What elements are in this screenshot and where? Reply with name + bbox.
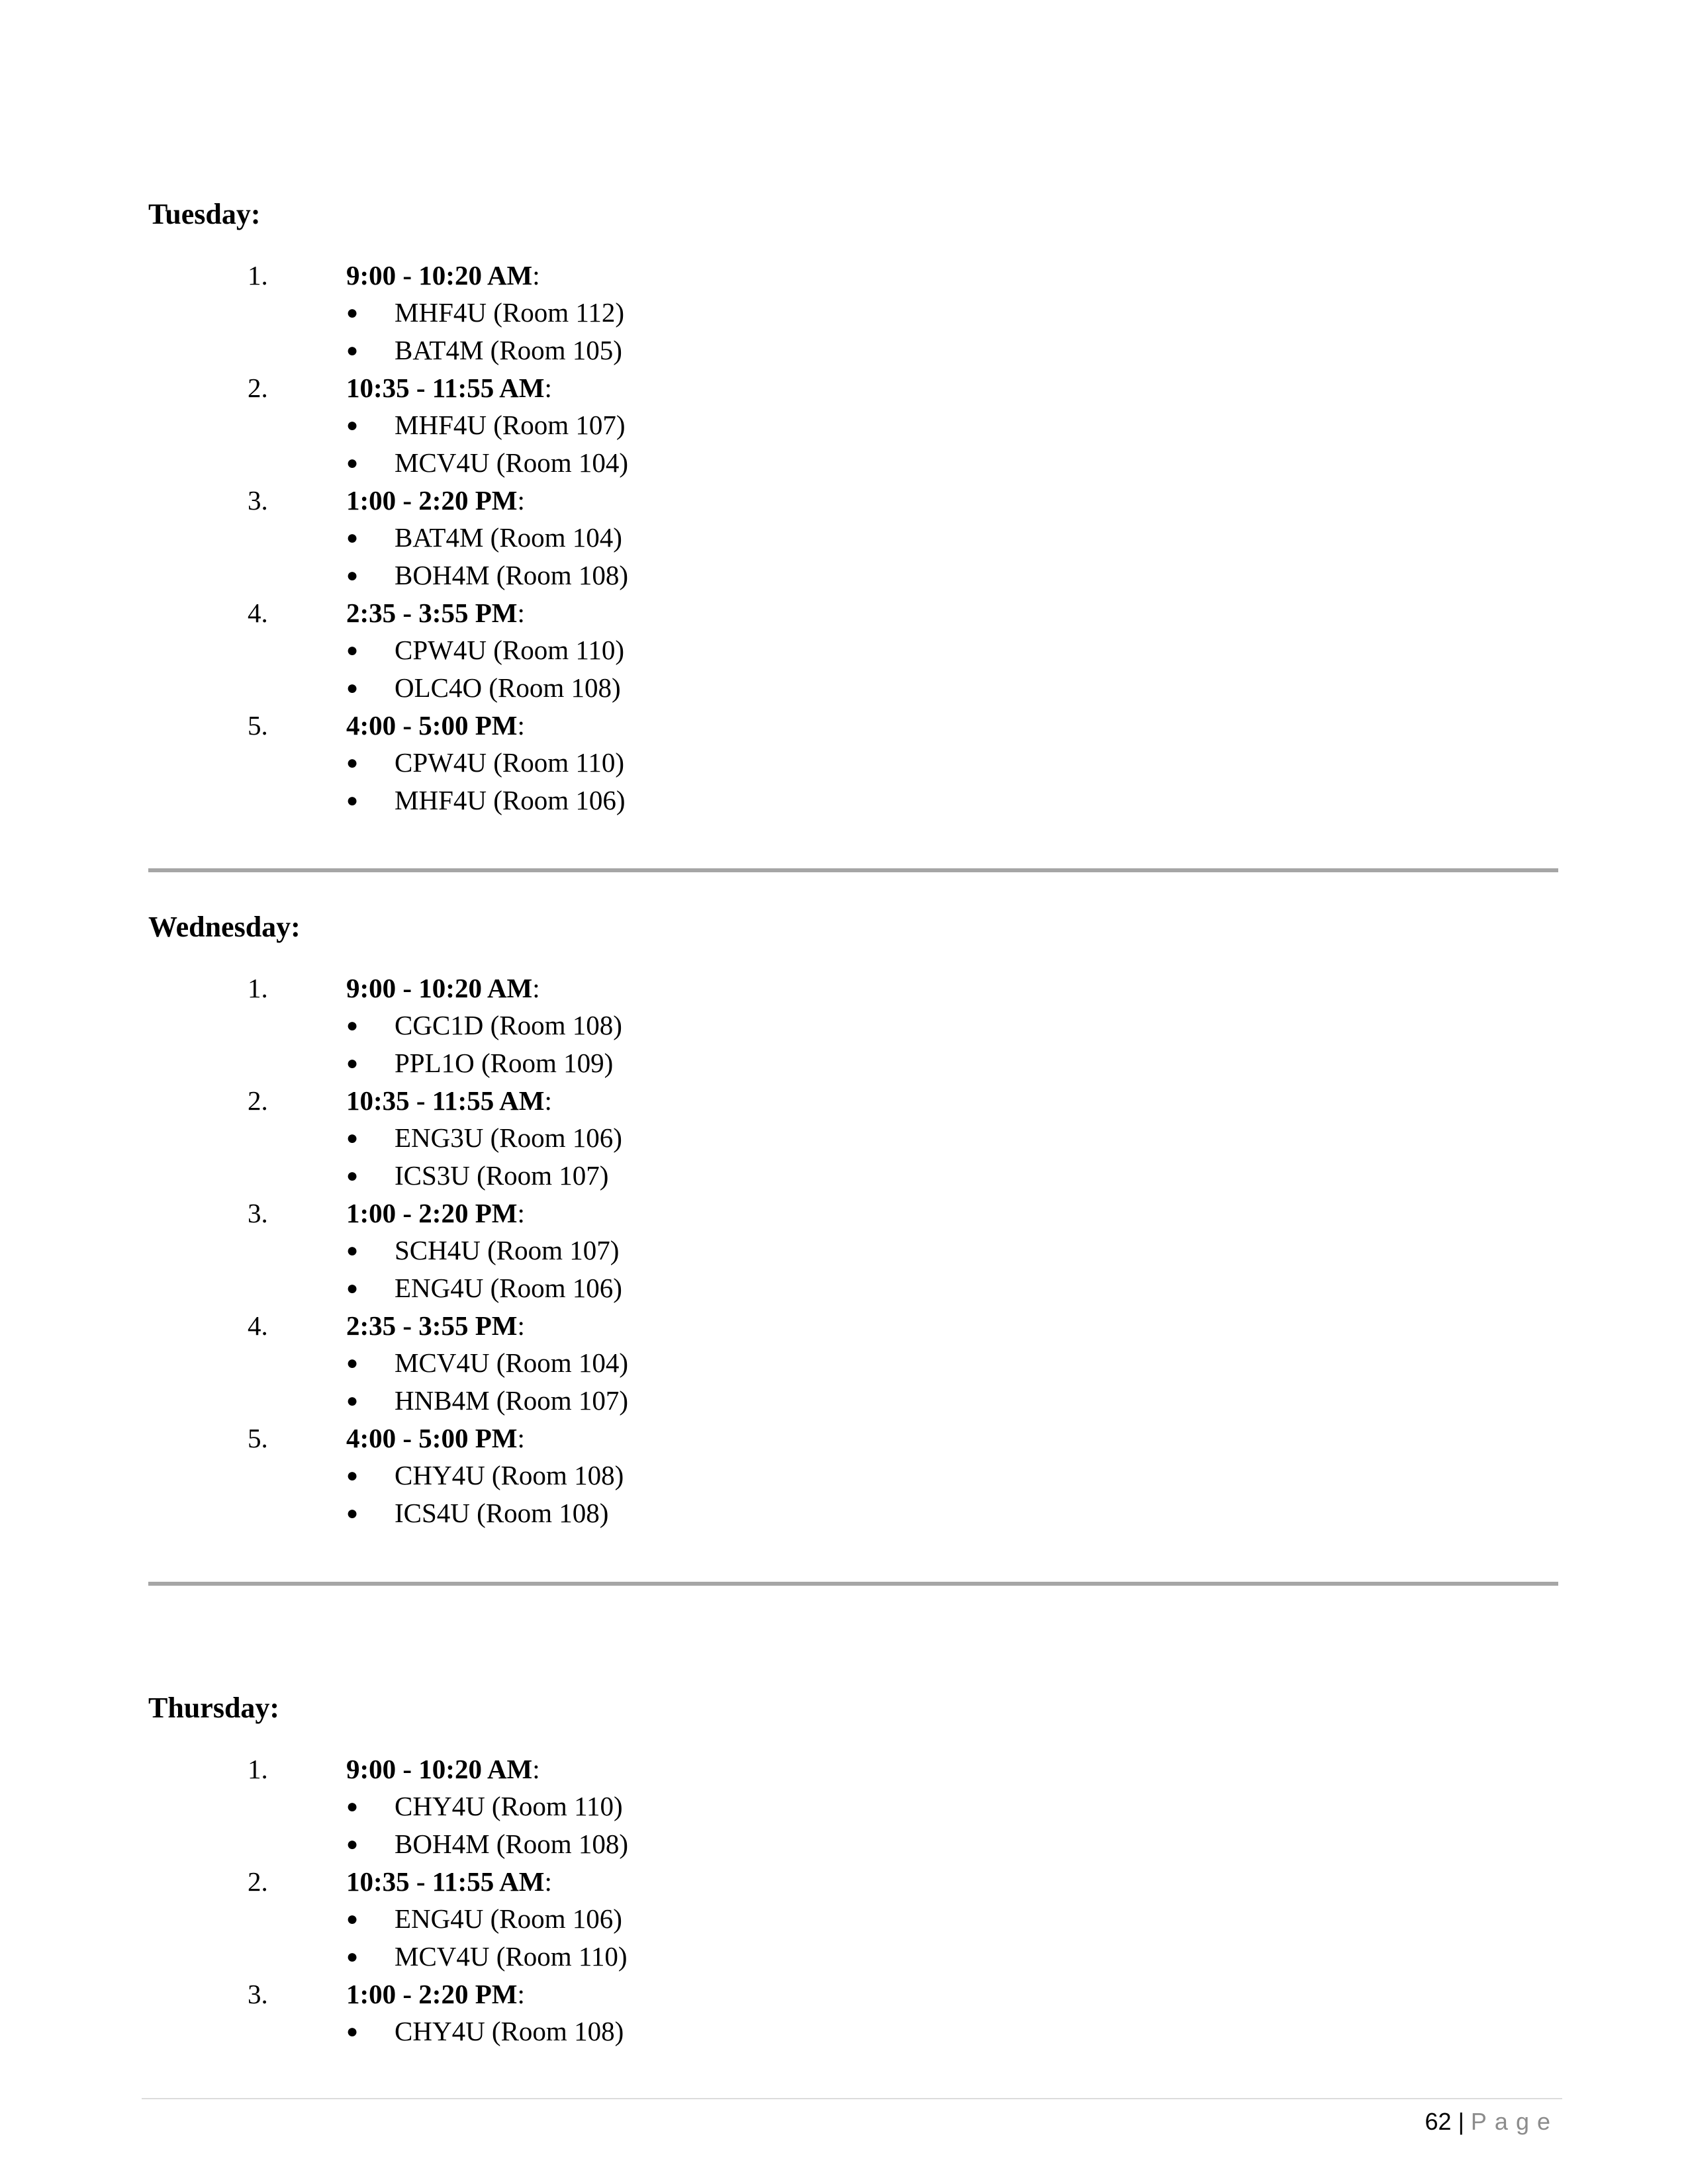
course-item (148, 1232, 1558, 1269)
course-label: OLC4O (Room 108) (395, 672, 621, 703)
course-list (148, 1344, 1558, 1420)
course-label: MCV4U (Room 104) (395, 1347, 629, 1378)
time-slot-header (148, 1420, 1558, 1457)
course-label: BOH4M (Room 108) (395, 560, 629, 590)
day-section-tuesday (148, 196, 1558, 819)
bullet-icon: ● (346, 1908, 359, 1930)
day-section-thursday (148, 1690, 1558, 2050)
bullet-icon: ● (346, 1127, 359, 1149)
section-divider (148, 868, 1558, 872)
bullet-icon: ● (346, 1052, 359, 1074)
page-footer (1425, 2102, 1558, 2142)
time-slot-header (148, 707, 1558, 744)
time-slot-header (148, 970, 1558, 1007)
bullet-icon: ● (346, 1833, 359, 1855)
time-slot (148, 970, 1558, 1082)
course-item (148, 519, 1558, 557)
slot-time-label (346, 1307, 525, 1344)
course-item (148, 1938, 1558, 1976)
slot-number: 3. (248, 485, 268, 516)
slot-time: 2:35 - 3:55 PM (346, 1310, 518, 1341)
course-item (148, 1044, 1558, 1082)
slot-number: 1. (248, 260, 268, 291)
course-label: ICS4U (Room 108) (395, 1498, 609, 1528)
bullet-icon: ● (346, 1277, 359, 1299)
slot-time-label (346, 1863, 552, 1900)
slot-number: 3. (248, 1979, 268, 2009)
time-slot-header (148, 1976, 1558, 2013)
time-slot-header (148, 1195, 1558, 1232)
time-slot-header (148, 369, 1558, 406)
course-item (148, 669, 1558, 707)
slot-time-colon: : (517, 598, 525, 628)
course-label: MCV4U (Room 104) (395, 447, 629, 478)
course-list (148, 1900, 1558, 1976)
slot-number: 2. (248, 1866, 268, 1897)
course-item (148, 744, 1558, 782)
course-item (148, 631, 1558, 669)
bullet-icon: ● (346, 414, 359, 436)
course-item (148, 1119, 1558, 1157)
bullet-icon: ● (346, 1502, 359, 1524)
course-item (148, 332, 1558, 369)
course-list (148, 631, 1558, 707)
slot-time: 10:35 - 11:55 AM (346, 1866, 545, 1897)
bullet-icon: ● (346, 1352, 359, 1374)
bullet-icon: ● (346, 1465, 359, 1486)
slot-time-label (346, 1420, 525, 1457)
slot-number: 2. (248, 1085, 268, 1116)
page-label: Page (1470, 2108, 1558, 2135)
time-slot (148, 1863, 1558, 1976)
slot-time-label (346, 594, 525, 631)
section-divider (148, 1582, 1558, 1586)
time-slot (148, 1420, 1558, 1532)
course-label: ENG3U (Room 106) (395, 1122, 622, 1153)
time-slot (148, 594, 1558, 707)
slot-time: 9:00 - 10:20 AM (346, 260, 533, 291)
bullet-icon: ● (346, 639, 359, 661)
course-item (148, 1825, 1558, 1863)
time-slot-list (148, 257, 1558, 819)
slot-time-colon: : (544, 1085, 552, 1116)
time-slot-header (148, 594, 1558, 631)
bullet-icon: ● (346, 1165, 359, 1187)
course-label: CHY4U (Room 108) (395, 1460, 624, 1490)
bullet-icon: ● (346, 527, 359, 549)
slot-time-label (346, 1082, 552, 1119)
course-list (148, 1119, 1558, 1195)
slot-number: 3. (248, 1198, 268, 1228)
course-item (148, 1157, 1558, 1195)
slot-time-label (346, 707, 525, 744)
slot-time-label (346, 1751, 540, 1788)
slot-number: 5. (248, 1423, 268, 1453)
time-slot-header (148, 1863, 1558, 1900)
time-slot-header (148, 257, 1558, 294)
slot-number: 1. (248, 973, 268, 1003)
course-label: BOH4M (Room 108) (395, 1829, 629, 1859)
slot-time: 1:00 - 2:20 PM (346, 1198, 518, 1228)
course-label: CPW4U (Room 110) (395, 747, 624, 778)
time-slot (148, 1307, 1558, 1420)
bullet-icon: ● (346, 790, 359, 811)
slot-time-label (346, 257, 540, 294)
course-list (148, 406, 1558, 482)
time-slot-header (148, 1082, 1558, 1119)
course-list (148, 1007, 1558, 1082)
slot-time-colon: : (544, 1866, 552, 1897)
day-section-wednesday (148, 909, 1558, 1532)
time-slot-list (148, 970, 1558, 1532)
bullet-icon: ● (346, 340, 359, 361)
course-list (148, 744, 1558, 819)
course-label: CHY4U (Room 110) (395, 1791, 623, 1821)
slot-time-colon: : (517, 710, 525, 741)
slot-time-label (346, 1976, 525, 2013)
slot-number: 1. (248, 1754, 268, 1784)
time-slot (148, 707, 1558, 819)
bullet-icon: ● (346, 1390, 359, 1412)
course-list (148, 2013, 1558, 2050)
course-item (148, 1494, 1558, 1532)
course-label: MHF4U (Room 112) (395, 297, 624, 328)
slot-time: 10:35 - 11:55 AM (346, 373, 545, 403)
course-list (148, 1788, 1558, 1863)
slot-time-colon: : (544, 373, 552, 403)
course-list (148, 1457, 1558, 1532)
course-label: HNB4M (Room 107) (395, 1385, 629, 1416)
slot-time-colon: : (532, 1754, 540, 1784)
course-item (148, 557, 1558, 594)
slot-time-colon: : (517, 485, 525, 516)
slot-time: 9:00 - 10:20 AM (346, 1754, 533, 1784)
course-item (148, 1269, 1558, 1307)
course-list (148, 294, 1558, 369)
course-item (148, 1344, 1558, 1382)
course-label: MHF4U (Room 106) (395, 785, 626, 815)
time-slot (148, 1195, 1558, 1307)
slot-number: 5. (248, 710, 268, 741)
page-number: 62 (1425, 2108, 1452, 2135)
slot-number: 2. (248, 373, 268, 403)
course-item (148, 1788, 1558, 1825)
time-slot-header (148, 1307, 1558, 1344)
course-label: MHF4U (Room 107) (395, 410, 626, 440)
slot-time-label (346, 970, 540, 1007)
bullet-icon: ● (346, 1240, 359, 1261)
slot-time-colon: : (517, 1198, 525, 1228)
day-heading: Tuesday: (148, 198, 261, 230)
slot-time: 4:00 - 5:00 PM (346, 710, 518, 741)
time-slot-list (148, 1751, 1558, 2050)
time-slot (148, 369, 1558, 482)
course-label: ENG4U (Room 106) (395, 1273, 622, 1303)
slot-time-label (346, 369, 552, 406)
course-label: CPW4U (Room 110) (395, 635, 624, 665)
course-item (148, 1900, 1558, 1938)
course-label: BAT4M (Room 104) (395, 522, 622, 553)
bullet-icon: ● (346, 677, 359, 699)
slot-time: 1:00 - 2:20 PM (346, 485, 518, 516)
slot-time-colon: : (517, 1423, 525, 1453)
course-label: CGC1D (Room 108) (395, 1010, 622, 1040)
time-slot (148, 1976, 1558, 2050)
course-label: MCV4U (Room 110) (395, 1941, 628, 1972)
bullet-icon: ● (346, 1796, 359, 1817)
slot-time-label (346, 482, 525, 519)
bullet-icon: ● (346, 2021, 359, 2042)
slot-time-colon: : (517, 1310, 525, 1341)
time-slot (148, 1082, 1558, 1195)
day-heading: Thursday: (148, 1692, 280, 1724)
course-item (148, 444, 1558, 482)
course-item (148, 294, 1558, 332)
slot-time-colon: : (517, 1979, 525, 2009)
course-label: ICS3U (Room 107) (395, 1160, 609, 1191)
course-item (148, 1457, 1558, 1494)
course-label: CHY4U (Room 108) (395, 2016, 624, 2046)
slot-number: 4. (248, 1310, 268, 1341)
course-list (148, 519, 1558, 594)
slot-number: 4. (248, 598, 268, 628)
time-slot (148, 482, 1558, 594)
footer-separator: | (1458, 2108, 1464, 2135)
bullet-icon: ● (346, 752, 359, 774)
bullet-icon: ● (346, 565, 359, 586)
bullet-icon: ● (346, 302, 359, 324)
course-item (148, 406, 1558, 444)
slot-time: 2:35 - 3:55 PM (346, 598, 518, 628)
course-label: ENG4U (Room 106) (395, 1903, 622, 1934)
time-slot-header (148, 1751, 1558, 1788)
slot-time-colon: : (532, 260, 540, 291)
time-slot (148, 1751, 1558, 1863)
course-list (148, 1232, 1558, 1307)
course-item (148, 1007, 1558, 1044)
course-label: BAT4M (Room 105) (395, 335, 622, 365)
footer-rule (142, 2098, 1562, 2099)
slot-time-label (346, 1195, 525, 1232)
time-slot (148, 257, 1558, 369)
time-slot-header (148, 482, 1558, 519)
course-label: SCH4U (Room 107) (395, 1235, 620, 1265)
slot-time: 9:00 - 10:20 AM (346, 973, 533, 1003)
course-item (148, 1382, 1558, 1420)
course-label: PPL1O (Room 109) (395, 1048, 614, 1078)
slot-time: 10:35 - 11:55 AM (346, 1085, 545, 1116)
slot-time-colon: : (532, 973, 540, 1003)
bullet-icon: ● (346, 1015, 359, 1036)
bullet-icon: ● (346, 1946, 359, 1968)
slot-time: 4:00 - 5:00 PM (346, 1423, 518, 1453)
course-item (148, 782, 1558, 819)
course-item (148, 2013, 1558, 2050)
slot-time: 1:00 - 2:20 PM (346, 1979, 518, 2009)
day-heading: Wednesday: (148, 911, 301, 943)
bullet-icon: ● (346, 452, 359, 474)
